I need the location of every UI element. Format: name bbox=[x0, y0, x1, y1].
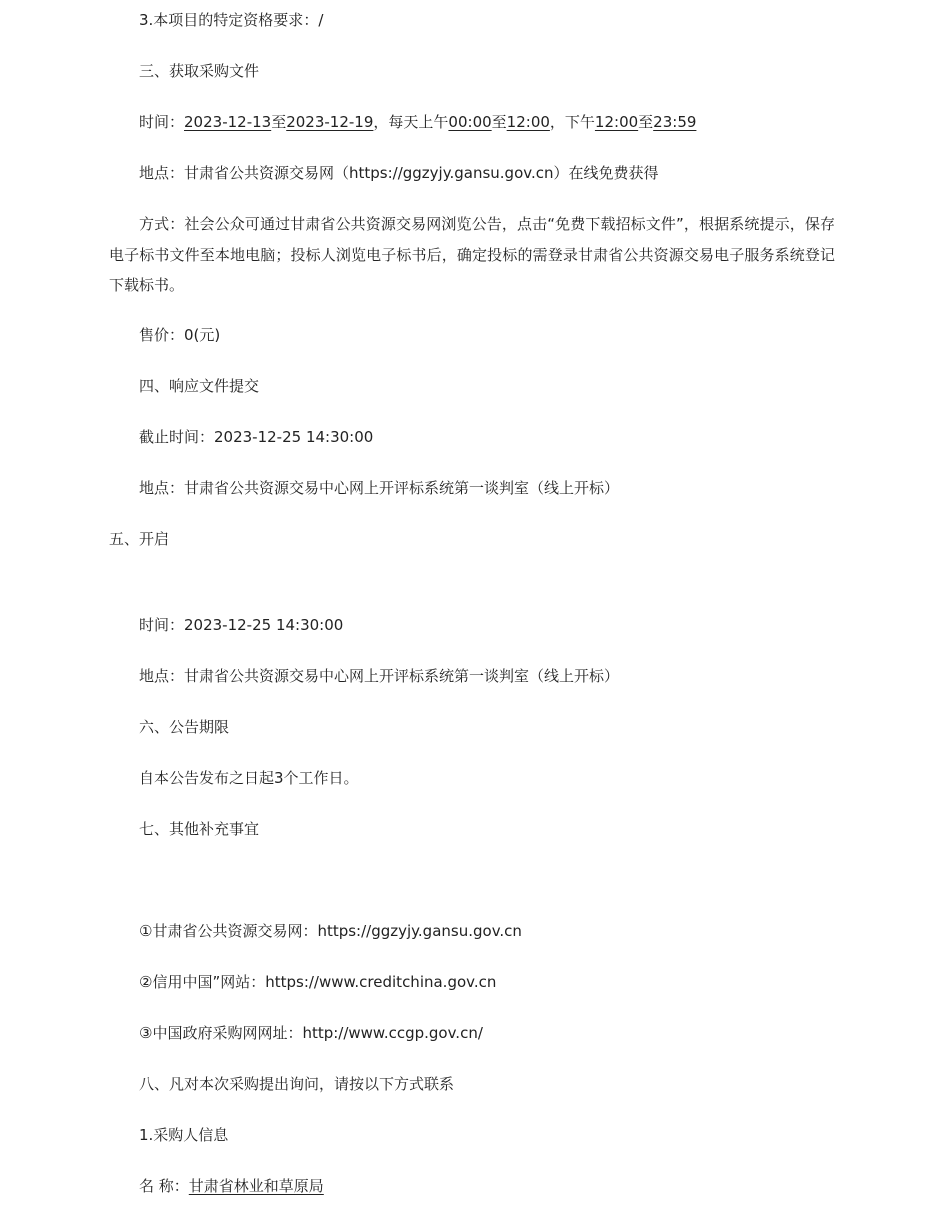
to-text: 至 bbox=[638, 113, 654, 131]
start-date: 2023-12-13 bbox=[184, 113, 272, 131]
end-date: 2023-12-19 bbox=[286, 113, 374, 131]
am-start-time: 00:00 bbox=[448, 113, 492, 131]
submission-place: 地点：甘肃省公共资源交易中心网上开评标系统第一谈判室（线上开标） bbox=[139, 479, 620, 497]
acquisition-place: 地点：甘肃省公共资源交易网（https://ggzyjy.gansu.gov.cn）在线免费获得 bbox=[139, 164, 659, 182]
pm-start-time: 12:00 bbox=[594, 113, 639, 131]
section-5-title: 五、开启 bbox=[109, 530, 170, 548]
section-7-title: 七、其他补充事宜 bbox=[139, 820, 260, 838]
buyer-name-label: 名 称： bbox=[139, 1177, 189, 1195]
to-text: 至 bbox=[271, 113, 287, 131]
link-gansu-trading: ①甘肃省公共资源交易网：https://ggzyjy.gansu.gov.cn bbox=[139, 922, 522, 940]
buyer-name-value: 甘肃省林业和草原局 bbox=[188, 1177, 324, 1195]
to-text: 至 bbox=[491, 113, 507, 131]
acquisition-method: 方式：社会公众可通过甘肃省公共资源交易网浏览公告，点击“免费下载招标文件”，根据系统提示，保存电子标书文件至本地电脑；投标人浏览电子标书后，确定投标的需登录甘肃省公共资源交易电子服务系统登记下载标书。 bbox=[109, 215, 835, 294]
qualification-requirement: 3.本项目的特定资格要求：/ bbox=[139, 11, 324, 29]
section-4-title: 四、响应文件提交 bbox=[139, 377, 260, 395]
pm-end-time: 23:59 bbox=[653, 113, 697, 131]
price: 售价：0(元) bbox=[139, 326, 221, 344]
acquisition-time bbox=[139, 112, 919, 132]
daily-text: ，每天上午 bbox=[373, 113, 449, 131]
buyer-info-heading: 1.采购人信息 bbox=[139, 1126, 229, 1144]
link-ccgp: ③中国政府采购网网址：http://www.ccgp.gov.cn/ bbox=[139, 1024, 483, 1042]
link-credit-china: ②信用中国”网站：https://www.creditchina.gov.cn bbox=[139, 973, 497, 991]
announcement-period: 自本公告发布之日起3个工作日。 bbox=[139, 769, 359, 787]
section-8-title: 八、凡对本次采购提出询问，请按以下方式联系 bbox=[139, 1075, 455, 1093]
buyer-name bbox=[139, 1176, 919, 1196]
section-6-title: 六、公告期限 bbox=[139, 718, 230, 736]
opening-place: 地点：甘肃省公共资源交易中心网上开评标系统第一谈判室（线上开标） bbox=[139, 667, 620, 685]
submission-deadline: 截止时间：2023-12-25 14:30:00 bbox=[139, 428, 374, 446]
time-label: 时间： bbox=[139, 113, 185, 131]
am-end-time: 12:00 bbox=[506, 113, 550, 131]
opening-time: 时间：2023-12-25 14:30:00 bbox=[139, 616, 344, 634]
afternoon-text: ，下午 bbox=[549, 113, 595, 131]
section-3-title: 三、获取采购文件 bbox=[139, 62, 260, 80]
